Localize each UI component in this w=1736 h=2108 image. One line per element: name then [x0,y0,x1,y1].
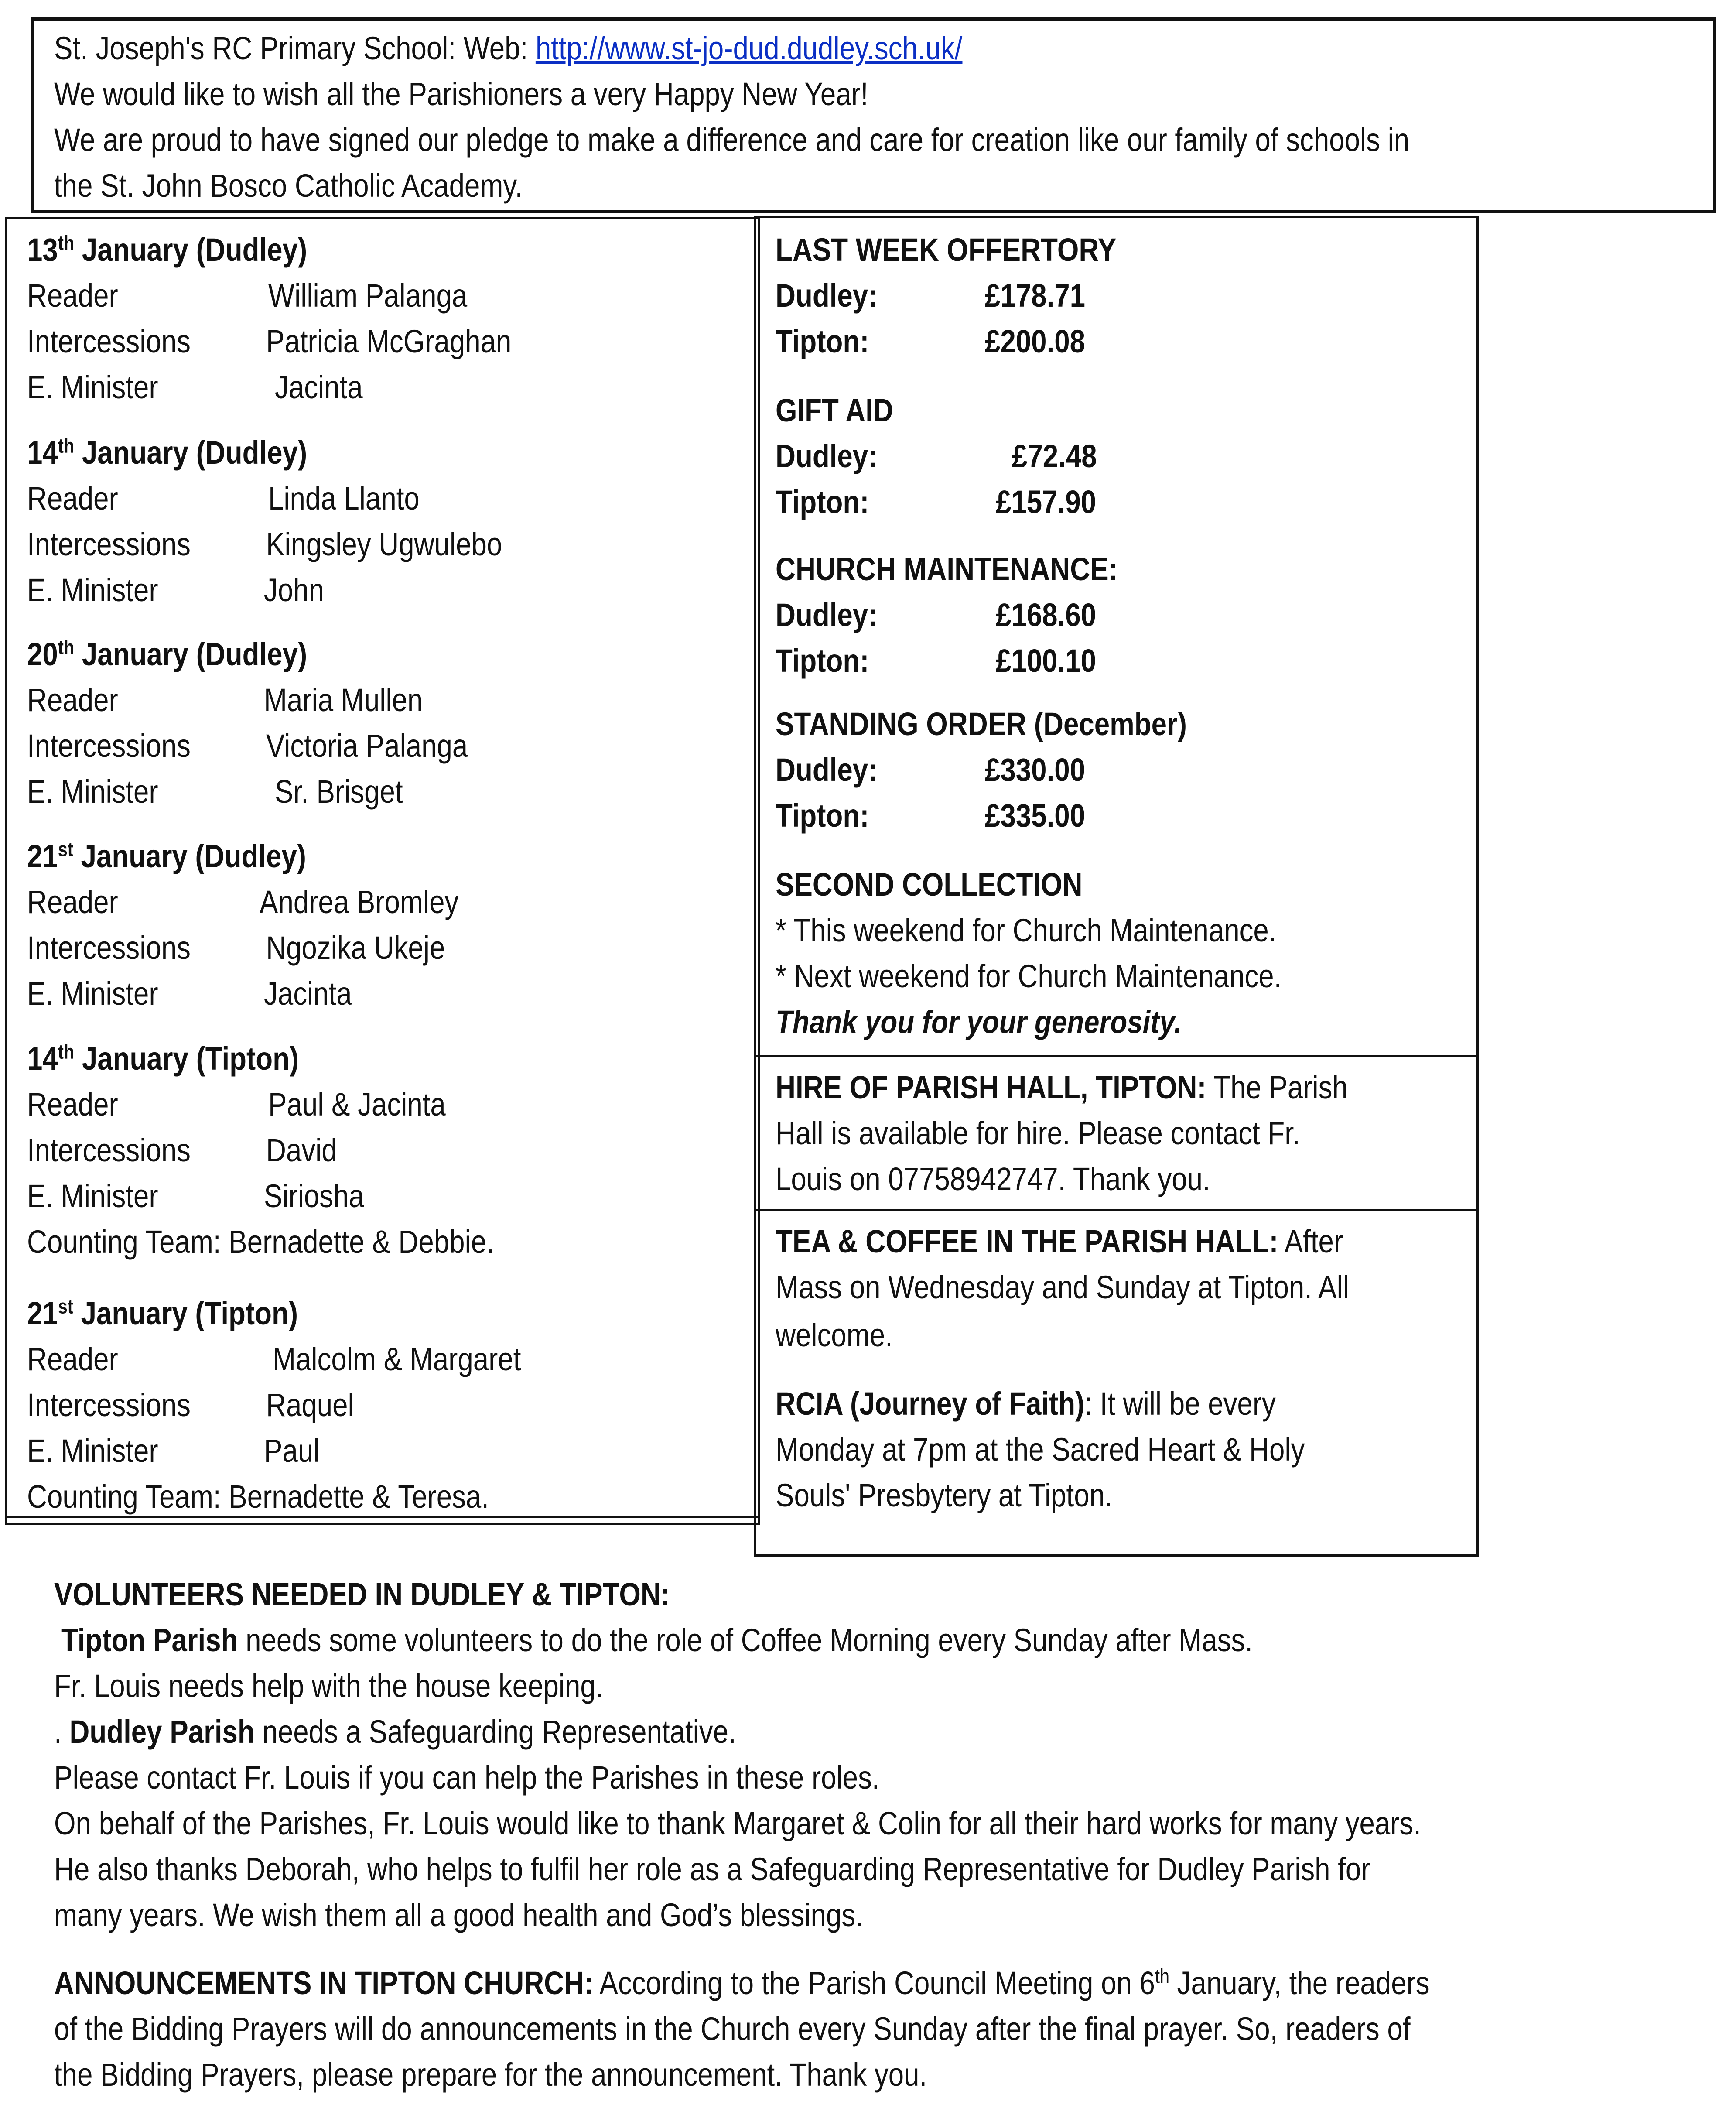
rota-day: 20 [27,636,58,672]
tea-line-1 [776,1218,1343,1264]
rota-person: David [266,1132,337,1168]
rota-month-location: January (Dudley) [74,435,308,471]
rota-day: 21 [27,838,58,874]
announce-line-1-rest-a: According to the Parish Council Meeting on 6 [593,1965,1155,2001]
offertory-tipton-value: £200.08 [985,323,1086,359]
rota-role: E. Minister [27,975,158,1012]
dudley-parish-label: Dudley Parish [69,1714,255,1750]
rota-role: E. Minister [27,1433,158,1469]
new-year-wish: We would like to wish all the Parishioners a very Happy New Year! [54,76,868,112]
volunteers-line-1 [61,1617,1253,1663]
offertory-tipton-label: Tipton: [776,323,869,359]
offertory-title: LAST WEEK OFFERTORY [776,232,1117,268]
volunteers-line-4: Please contact Fr. Louis if you can help the Parishes in these roles. [54,1759,880,1796]
rota-person: Paul & Jacinta [268,1086,446,1122]
rota-heading [27,631,307,677]
rota-role: E. Minister [27,773,158,810]
giftaid-dudley-label: Dudley: [776,438,878,474]
announce-date-suffix: th [1155,1964,1169,1988]
rota-role: Reader [27,277,118,314]
rota-role: Intercessions [27,323,191,359]
rcia-line-2: Monday at 7pm at the Sacred Heart & Holy [776,1431,1305,1468]
rota-heading [27,1036,299,1081]
giftaid-tipton-label: Tipton: [776,484,869,520]
tea-line-1-rest: After [1278,1223,1343,1259]
hire-line-1 [776,1064,1348,1110]
rota-day-suffix: st [58,838,73,861]
giftaid-tipton-value: £157.90 [996,484,1097,520]
rota-month-location: January (Dudley) [74,232,308,268]
rota-month-location: January (Tipton) [74,1040,299,1077]
standing-dudley-value: £330.00 [985,752,1086,788]
school-web-line [54,25,962,71]
rota-person: Maria Mullen [264,682,423,718]
counting-team: Counting Team: Bernadette & Teresa. [27,1478,489,1515]
rota-day-suffix: th [58,636,75,659]
second-collection-this-weekend: * This weekend for Church Maintenance. [776,912,1277,948]
rota-role: Reader [27,1341,118,1377]
rota-role: Intercessions [27,1387,191,1423]
generosity-thanks: Thank you for your generosity. [776,1004,1182,1040]
volunteers-line-1-rest: needs some volunteers to do the role of Coffee Morning every Sunday after Mass. [238,1622,1253,1658]
rota-person: Siriosha [264,1178,364,1214]
offertory-dudley-value: £178.71 [985,277,1086,314]
rota-role: E. Minister [27,1178,158,1214]
volunteers-line-5: On behalf of the Parishes, Fr. Louis would like to thank Margaret & Colin for all their hard works for many years. [54,1805,1421,1841]
second-collection-next-weekend: * Next weekend for Church Maintenance. [776,958,1282,994]
rcia-title: RCIA (Journey of Faith) [776,1386,1085,1422]
rota-heading [27,430,307,476]
rota-day: 13 [27,232,58,268]
rota-day-suffix: th [58,434,75,457]
maintenance-tipton-value: £100.10 [996,643,1097,679]
rota-person: Kingsley Ugwulebo [266,526,502,562]
rota-month-location: January (Dudley) [74,636,308,672]
giftaid-title: GIFT AID [776,392,893,428]
standing-tipton-value: £335.00 [985,797,1086,834]
maintenance-dudley-value: £168.60 [996,597,1097,633]
rota-role: Reader [27,480,118,517]
announce-line-1 [54,1960,1430,2006]
rota-person: Sr. Brisget [275,773,403,810]
tea-line-2: Mass on Wednesday and Sunday at Tipton. All [776,1269,1349,1305]
tea-title: TEA & COFFEE IN THE PARISH HALL: [776,1223,1278,1259]
rota-heading [27,227,307,273]
rota-person: Raquel [266,1387,354,1423]
volunteers-line-3-rest: needs a Safeguarding Representative. [254,1714,736,1750]
hire-line-1-rest: The Parish [1206,1069,1348,1105]
rota-day-suffix: th [58,1040,75,1063]
offertory-dudley-label: Dudley: [776,277,878,314]
announce-line-2: of the Bidding Prayers will do announcements in the Church every Sunday after the final prayer. So, readers of [54,2011,1411,2047]
rota-heading [27,1290,298,1336]
rota-role: E. Minister [27,572,158,608]
giftaid-dudley-value: £72.48 [1012,438,1097,474]
rcia-line-1 [776,1381,1276,1427]
rota-role: Reader [27,1086,118,1122]
rota-role: Reader [27,884,118,920]
volunteers-line-6: He also thanks Deborah, who helps to fulfil her role as a Safeguarding Representative for Dudley Parish for [54,1851,1370,1887]
school-website-link[interactable]: http://www.st-jo-dud.dudley.sch.uk/ [535,30,963,66]
rota-person: Malcolm & Margaret [273,1341,521,1377]
divider-tea [754,1209,1479,1211]
rota-person: Paul [264,1433,320,1469]
rota-person: John [264,572,325,608]
rota-day-suffix: th [58,231,75,254]
rota-role: Intercessions [27,930,191,966]
announce-line-3: the Bidding Prayers, please prepare for the announcement. Thank you. [54,2057,927,2093]
rcia-line-3: Souls' Presbytery at Tipton. [776,1477,1113,1513]
volunteers-line-3 [54,1709,736,1755]
rota-day: 14 [27,1040,58,1077]
hire-line-3: Louis on 07758942747. Thank you. [776,1161,1210,1197]
tipton-parish-label: Tipton Parish [61,1622,238,1658]
volunteers-line-3-prefix: . [54,1714,70,1750]
maintenance-tipton-label: Tipton: [776,643,869,679]
pledge-line: We are proud to have signed our pledge to make a difference and care for creation like our family of schools in [54,122,1410,158]
standing-dudley-label: Dudley: [776,752,878,788]
standing-order-title: STANDING ORDER (December) [776,706,1187,742]
counting-team: Counting Team: Bernadette & Debbie. [27,1224,494,1260]
school-web-label: St. Joseph's RC Primary School: Web: [54,30,536,66]
volunteers-line-7: many years. We wish them all a good health and God’s blessings. [54,1897,863,1933]
rota-role: Intercessions [27,728,191,764]
rota-day: 14 [27,435,58,471]
rota-role: Reader [27,682,118,718]
rota-day: 21 [27,1295,58,1331]
rota-role: E. Minister [27,369,158,405]
rota-person: Patricia McGraghan [266,323,512,359]
rota-heading [27,833,306,879]
rota-person: Ngozika Ukeje [266,930,445,966]
announce-line-1-rest-b: January, the readers [1169,1965,1430,2001]
pledge-line-2: the St. John Bosco Catholic Academy. [54,168,523,204]
maintenance-title: CHURCH MAINTENANCE: [776,551,1118,587]
rota-day-suffix: st [58,1295,73,1318]
volunteers-title: VOLUNTEERS NEEDED IN DUDLEY & TIPTON: [54,1576,670,1612]
second-collection-title: SECOND COLLECTION [776,866,1083,903]
volunteers-line-2: Fr. Louis needs help with the house keeping. [54,1668,604,1704]
rota-person: Andrea Bromley [260,884,459,920]
rota-person: Jacinta [275,369,363,405]
maintenance-dudley-label: Dudley: [776,597,878,633]
rota-role: Intercessions [27,526,191,562]
rcia-line-1-rest: : It will be every [1084,1386,1276,1422]
tea-line-3: welcome. [776,1317,893,1353]
rota-person: William Palanga [268,277,468,314]
announce-title: ANNOUNCEMENTS IN TIPTON CHURCH: [54,1965,594,2001]
rota-month-location: January (Dudley) [73,838,306,874]
rota-person: Jacinta [264,975,352,1012]
standing-tipton-label: Tipton: [776,797,869,834]
rota-role: Intercessions [27,1132,191,1168]
hire-title: HIRE OF PARISH HALL, TIPTON: [776,1069,1206,1105]
rota-person: Victoria Palanga [266,728,468,764]
rota-month-location: January (Tipton) [73,1295,298,1331]
rota-person: Linda Llanto [268,480,420,517]
hire-line-2: Hall is available for hire. Please contact Fr. [776,1115,1300,1151]
divider-hire [754,1055,1479,1057]
